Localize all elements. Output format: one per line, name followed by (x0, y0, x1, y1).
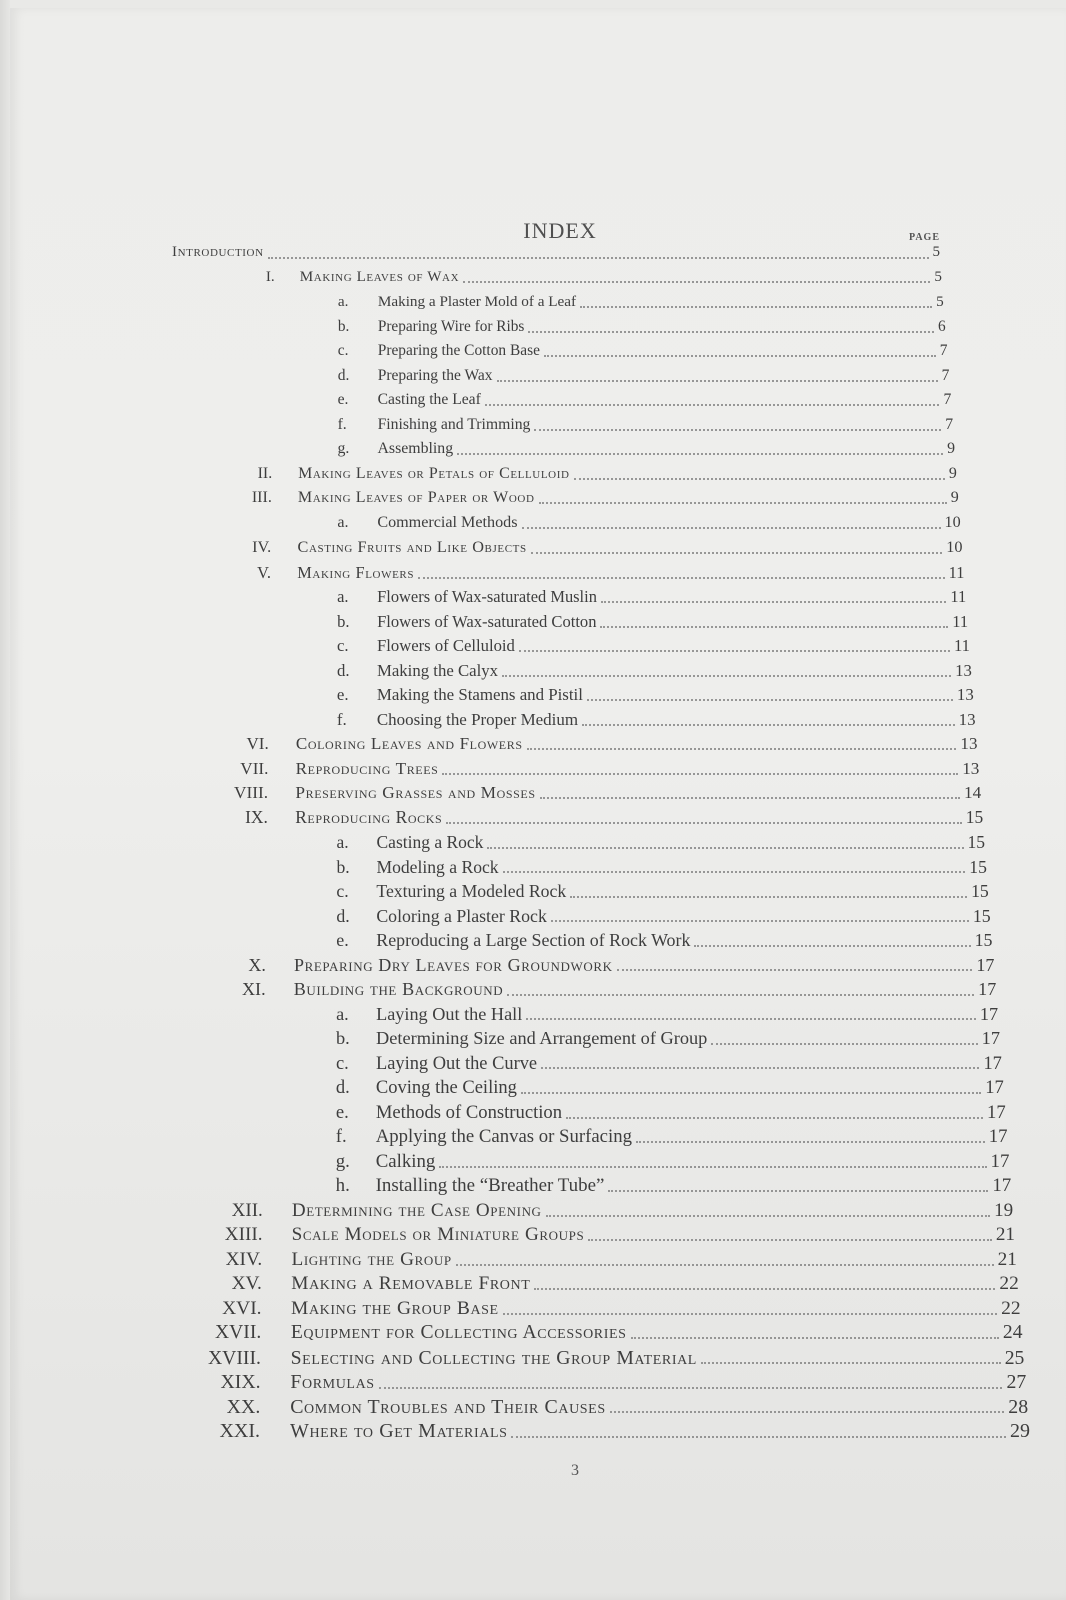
toc-entry (192, 1298, 1021, 1320)
leader-dots (487, 847, 963, 849)
toc-entry-title: Making Leaves or Petals of Celluloid (298, 464, 570, 482)
toc-entry-title: Building the Background (293, 979, 504, 999)
toc-entry-page: 24 (1002, 1322, 1023, 1343)
toc-entry-page: 13 (962, 758, 980, 778)
toc-entry-page: 29 (1010, 1420, 1030, 1442)
toc-entry (336, 1126, 1008, 1148)
leader-dots (511, 1436, 1006, 1438)
toc-entry-number: a. (336, 832, 349, 852)
toc-entry-number: f. (335, 1126, 347, 1147)
toc-entry-page: 17 (992, 1175, 1012, 1196)
toc-entry-title: Determining the Case Opening (291, 1199, 542, 1221)
toc-entry (336, 881, 988, 902)
page-column-header: PAGE (908, 232, 940, 243)
toc-entry (336, 1151, 1010, 1173)
toc-entry-title: Finishing and Trimming (377, 415, 531, 433)
toc-entry (205, 269, 942, 286)
toc-entry-number: c. (337, 342, 349, 359)
toc-entry-title: Making a Removable Front (291, 1273, 531, 1294)
toc-entry-number: a. (336, 1003, 349, 1024)
toc-entry (196, 955, 994, 976)
toc-entry-page: 17 (976, 954, 995, 975)
toc-entry (336, 930, 992, 951)
toc-entry-title: Making Leaves of Paper or Wood (297, 489, 535, 506)
toc-entry-page: 13 (958, 709, 976, 729)
leader-dots (546, 1215, 991, 1217)
toc-entry-page: 5 (934, 268, 942, 285)
toc-entry-page: 10 (946, 538, 963, 556)
toc-entry-page: 9 (948, 464, 957, 482)
toc-entry-page: 13 (955, 660, 972, 680)
toc-entry-number: g. (335, 1150, 350, 1172)
toc-entry (337, 710, 976, 730)
leader-dots (456, 1264, 994, 1266)
leader-dots (600, 626, 948, 628)
toc-entry-number: c. (337, 636, 349, 655)
leader-dots (439, 1166, 986, 1168)
toc-entry-title: Selecting and Collecting the Group Material (290, 1346, 697, 1369)
leader-dots (541, 1067, 979, 1069)
leader-dots (701, 1362, 1001, 1364)
leader-dots (457, 453, 943, 455)
toc-entry-page: 11 (950, 587, 967, 606)
leader-dots (418, 577, 945, 579)
toc-entry-title: Reproducing a Large Section of Rock Work (376, 930, 691, 950)
toc-entry-title: Preparing the Wax (377, 366, 493, 384)
toc-entry (202, 489, 959, 507)
toc-entry-number: b. (336, 1028, 350, 1048)
toc-entry (198, 759, 979, 779)
toc-entry (191, 1371, 1027, 1394)
toc-entry-number: X. (248, 954, 266, 975)
toc-entry-number: d. (337, 366, 350, 384)
toc-entry-page: 17 (988, 1126, 1008, 1147)
leader-dots (617, 969, 973, 971)
toc-entry-number: III. (251, 489, 272, 506)
toc-entry-title: Making Flowers (297, 562, 415, 582)
toc-entry (198, 808, 983, 828)
toc-entry-title: Texturing a Modeled Rock (376, 881, 567, 901)
toc-entry (338, 342, 948, 360)
toc-entry-title: Making the Calyx (376, 660, 499, 680)
toc-entry-title: Reproducing Trees (295, 758, 439, 778)
toc-entry-title: Coving the Ceiling (375, 1077, 517, 1098)
toc-entry-number: XXI. (219, 1420, 260, 1442)
toc-entry (193, 1200, 1013, 1222)
toc-entry (191, 1322, 1022, 1344)
toc-entry-number: V. (257, 562, 271, 582)
leader-dots (534, 1288, 995, 1290)
toc-entry-title: Preserving Grasses and Mosses (295, 783, 536, 802)
toc-entry-number: IX. (245, 807, 268, 827)
toc-entry-number: a. (337, 293, 349, 310)
toc-entry (336, 1004, 998, 1025)
toc-entry-number: XIV. (225, 1248, 263, 1270)
leader-dots (522, 527, 941, 529)
toc-entry-number: d. (335, 1077, 350, 1098)
leader-dots (442, 773, 958, 775)
toc-entry-number: g. (337, 440, 350, 457)
toc-entry-page: 7 (943, 391, 952, 408)
toc-entry-title: Common Troubles and Their Causes (290, 1395, 606, 1418)
toc-entry-page: 7 (945, 415, 954, 433)
toc-entry-number: c. (335, 1052, 349, 1073)
leader-dots (636, 1141, 985, 1143)
toc-entry-number: d. (336, 905, 350, 926)
toc-entry-title: Coloring Leaves and Flowers (295, 734, 523, 753)
page-number: 3 (571, 1462, 579, 1479)
toc-entry-number: XVIII. (207, 1346, 261, 1369)
leader-dots (711, 1043, 977, 1045)
toc-entry-title: Equipment for Collecting Accessories (290, 1322, 627, 1343)
toc-entry-number: XI. (241, 979, 266, 999)
leader-dots (544, 355, 936, 357)
toc-entry-page: 22 (1001, 1297, 1021, 1319)
toc-entry-number: XVII. (215, 1322, 262, 1343)
leader-dots (507, 994, 974, 996)
toc-entry-page: 17 (979, 1003, 999, 1024)
toc-entry-number: c. (336, 881, 349, 901)
leader-dots (608, 1190, 988, 1192)
leader-dots (497, 380, 938, 382)
toc-entry-title: Lighting the Group (291, 1248, 452, 1270)
toc-entry (338, 367, 950, 385)
toc-entry-title: Modeling a Rock (376, 856, 499, 877)
toc-entry-page: 14 (963, 783, 982, 802)
toc-entry (190, 1420, 1030, 1443)
toc-entry-number: e. (335, 1101, 349, 1123)
toc-entry-title: Applying the Canvas or Surfacing (375, 1126, 632, 1147)
toc-entry-number: e. (337, 391, 349, 408)
leader-dots (582, 724, 955, 726)
toc-entry-number: a. (337, 587, 349, 606)
index-title: INDEX (523, 218, 597, 243)
toc-entry (338, 416, 954, 434)
toc-entry (336, 1028, 1000, 1049)
toc-entry-page: 5 (936, 293, 944, 310)
toc-entry-page: 21 (995, 1224, 1015, 1245)
toc-entry-page: 25 (1004, 1346, 1025, 1369)
toc-entry-number: e. (336, 930, 349, 950)
leader-dots (587, 699, 953, 701)
leader-dots (503, 1313, 997, 1315)
toc-entry-title: Assembling (377, 440, 454, 457)
leader-dots (527, 748, 957, 750)
toc-entry-title: Where to Get Materials (290, 1420, 508, 1442)
toc-entry-number: I. (265, 268, 275, 285)
toc-entry-number: a. (337, 513, 349, 531)
toc-entry-title: Introduction (172, 244, 264, 260)
toc-entry (338, 440, 956, 458)
leader-dots (570, 896, 967, 898)
toc-entry-page: 28 (1008, 1395, 1029, 1418)
toc-entry-title: Commercial Methods (377, 513, 518, 531)
toc-entry-title: Casting a Rock (376, 832, 484, 852)
toc-entry-title: Calking (375, 1150, 436, 1172)
toc-entry-page: 15 (971, 881, 989, 901)
toc-entry (191, 1347, 1024, 1370)
toc-entry-page: 17 (981, 1028, 1000, 1048)
toc-entry-number: XIX. (220, 1371, 261, 1393)
toc-entry-page: 17 (978, 979, 997, 999)
toc-entry-number: II. (257, 464, 273, 482)
leader-dots (574, 478, 945, 480)
toc-entry-number: d. (336, 660, 350, 680)
leader-dots (519, 650, 950, 652)
toc-entry-title: Laying Out the Curve (375, 1052, 538, 1073)
toc-entry-page: 15 (972, 905, 991, 926)
toc-entry-title: Casting the Leaf (377, 391, 481, 408)
toc-entry-page: 13 (956, 685, 974, 704)
toc-entry-number: h. (335, 1175, 350, 1196)
leader-dots (485, 404, 940, 406)
toc-entry-number: XVI. (222, 1297, 262, 1319)
toc-entry (196, 979, 997, 1000)
toc-entry-number: b. (337, 611, 350, 631)
toc-entry-title: Methods of Construction (375, 1101, 563, 1123)
page-edge (0, 0, 10, 1600)
leader-dots (539, 502, 947, 504)
toc-entry-number: f. (336, 709, 347, 729)
toc-entry-title: Formulas (290, 1371, 375, 1393)
toc-entry-number: b. (337, 317, 350, 335)
toc-entry (336, 1175, 1012, 1197)
toc-entry-title: Choosing the Proper Medium (376, 709, 579, 729)
toc-entry (336, 857, 986, 878)
toc-entry-page: 5 (932, 244, 940, 260)
toc-entry-title: Preparing Wire for Ribs (377, 317, 525, 335)
toc-entry-title: Making a Plaster Mold of a Leaf (377, 293, 577, 310)
toc-entry-page: 17 (983, 1052, 1002, 1073)
toc-entry-page: 19 (994, 1199, 1014, 1221)
leader-dots (526, 1018, 976, 1020)
toc-entry-number: XX. (226, 1395, 261, 1418)
leader-dots (502, 675, 951, 677)
toc-entry (336, 1102, 1006, 1124)
toc-entry-number: f. (337, 415, 347, 433)
leader-dots (268, 257, 929, 259)
toc-entry-title: Determining Size and Arrangement of Group (376, 1028, 708, 1048)
toc-entry-page: 7 (941, 366, 950, 384)
toc-entry-number: XV. (231, 1273, 262, 1294)
toc-entry-page: 15 (967, 832, 985, 852)
toc-entry (336, 1077, 1004, 1099)
toc-entry (172, 244, 940, 261)
toc-entry-page: 7 (939, 342, 948, 359)
toc-entry (201, 538, 962, 557)
leader-dots (531, 552, 943, 554)
toc-entry-page: 11 (952, 611, 969, 631)
toc-entry-page: 22 (999, 1273, 1019, 1294)
toc-entry-number: IV. (252, 538, 272, 556)
leader-dots (379, 1387, 1003, 1389)
toc-entry-page: 9 (947, 440, 955, 457)
toc-entry (198, 783, 981, 803)
toc-entry-title: Flowers of Wax-saturated Cotton (377, 611, 597, 631)
toc-entry-number: VII. (240, 758, 269, 778)
toc-entry (337, 832, 986, 853)
leader-dots (588, 1239, 992, 1241)
toc-entry (201, 563, 964, 583)
leader-dots (503, 871, 966, 873)
toc-entry (192, 1273, 1019, 1295)
toc-entry (202, 465, 957, 483)
toc-entry-number: b. (336, 856, 350, 877)
leader-dots (540, 797, 960, 799)
toc-entry (336, 906, 990, 927)
toc-entry-title: Flowers of Wax-saturated Muslin (377, 587, 597, 606)
toc-entry-number: VIII. (234, 783, 269, 802)
leader-dots (566, 1117, 983, 1119)
toc-entry-number: VI. (246, 734, 269, 753)
toc-entry (337, 661, 972, 681)
toc-entry-page: 6 (937, 317, 946, 335)
toc-entry-page: 15 (969, 856, 987, 877)
leader-dots (580, 306, 932, 308)
toc-entry-title: Making Leaves of Wax (299, 268, 460, 285)
toc-entry-page: 17 (985, 1077, 1004, 1098)
toc-entry-page: 15 (974, 930, 993, 950)
toc-entry-title: Making the Group Base (291, 1297, 499, 1319)
leader-dots (610, 1411, 1005, 1413)
toc-entry-page: 17 (990, 1150, 1010, 1172)
leader-dots (631, 1337, 999, 1339)
toc-entry-page: 17 (987, 1101, 1006, 1123)
toc-entry-title: Installing the “Breather Tube” (375, 1175, 605, 1196)
toc-entry (338, 293, 944, 311)
toc-entry-title: Flowers of Celluloid (377, 636, 515, 655)
toc-entry-title: Preparing the Cotton Base (377, 342, 540, 359)
toc-entry-page: 9 (950, 489, 959, 506)
toc-entry-page: 10 (944, 513, 961, 531)
toc-entry-title: Making the Stamens and Pistil (376, 685, 583, 704)
toc-entry-number: XIII. (224, 1224, 263, 1245)
toc-entry (337, 636, 970, 656)
toc-entry-title: Casting Fruits and Like Objects (297, 538, 527, 556)
toc-entry-page: 13 (960, 734, 978, 753)
toc-entry-page: 21 (997, 1248, 1017, 1270)
toc-entry-page: 15 (965, 807, 984, 827)
toc-entry-page: 11 (953, 636, 970, 655)
toc-entry-title: Reproducing Rocks (295, 807, 443, 827)
toc-entry (338, 391, 952, 409)
leader-dots (521, 1092, 981, 1094)
toc-entry-title: Scale Models or Miniature Groups (291, 1224, 585, 1245)
toc-entry-title: Preparing Dry Leaves for Groundwork (293, 954, 613, 975)
toc-entry (199, 734, 978, 754)
toc-entry (338, 318, 946, 336)
toc-entry (190, 1396, 1028, 1419)
toc-entry (192, 1249, 1017, 1271)
toc-entry-number: e. (336, 685, 349, 704)
leader-dots (601, 601, 947, 603)
toc-entry (336, 1053, 1002, 1074)
leader-dots (446, 822, 961, 824)
toc-entry (337, 612, 968, 632)
toc-entry-page: 11 (948, 562, 965, 582)
toc-entry-page: 27 (1006, 1371, 1027, 1393)
toc-entry-number: XII. (231, 1199, 263, 1221)
leader-dots (534, 429, 941, 431)
toc-entry (337, 685, 974, 705)
leader-dots (463, 281, 930, 283)
leader-dots (551, 920, 969, 922)
toc-entry (337, 587, 966, 607)
toc-entry (337, 514, 960, 532)
toc-entry (193, 1224, 1016, 1246)
leader-dots (694, 945, 970, 947)
leader-dots (528, 331, 934, 333)
toc-entry-title: Coloring a Plaster Rock (376, 905, 547, 926)
toc-entry-title: Laying Out the Hall (376, 1003, 523, 1024)
